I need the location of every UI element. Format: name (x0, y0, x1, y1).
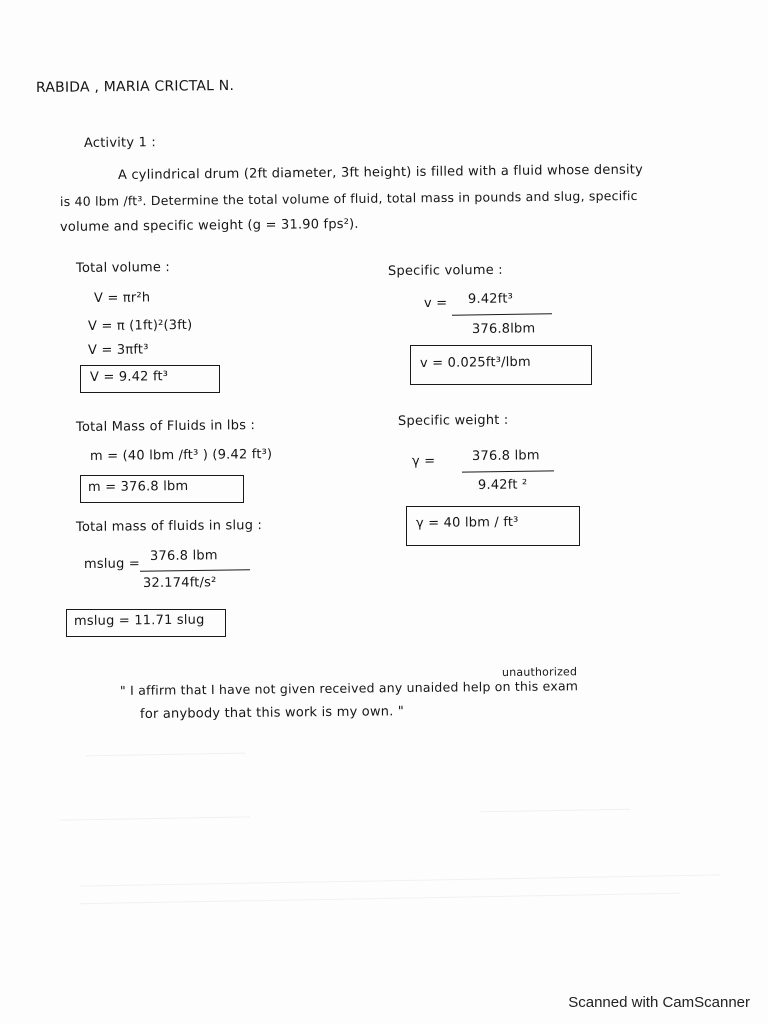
specific-weight-label: γ = (411, 453, 436, 469)
total-volume-heading: Total volume : (75, 260, 171, 276)
affirmation-line-1: " I affirm that I have not given received any unaided help on this exam (119, 678, 579, 698)
volume-simplified: V = 3πft³ (87, 342, 149, 358)
specific-volume-fraction-bar (452, 313, 552, 315)
specific-volume-answer: v = 0.025ft³/lbm (419, 354, 531, 371)
bleed-through-mark (60, 806, 250, 820)
mass-lbs-answer: m = 376.8 lbm (87, 478, 189, 495)
volume-answer: V = 9.42 ft³ (89, 369, 169, 385)
specific-volume-denominator: 376.8lbm (471, 321, 536, 337)
problem-line-1: A cylindrical drum (2ft diameter, 3ft height) is filled with a fluid whose density (117, 162, 644, 183)
activity-title: Activity 1 : (83, 135, 157, 151)
specific-weight-heading: Specific weight : (397, 412, 509, 429)
mass-slug-numerator: 376.8 lbm (149, 548, 218, 564)
specific-weight-fraction-bar (462, 470, 554, 472)
specific-weight-answer: γ = 40 lbm / ft³ (415, 514, 519, 531)
mass-slug-answer: mslug = 11.71 slug (73, 612, 205, 629)
student-name: RABIDA , MARIA CRICTAL N. (35, 77, 235, 96)
bleed-through-mark (85, 739, 245, 757)
volume-substitution: V = π (1ft)²(3ft) (87, 317, 193, 334)
mass-lbs-equation: m = (40 lbm /ft³ ) (9.42 ft³) (89, 447, 273, 464)
mass-slug-heading: Total mass of fluids in slug : (75, 518, 263, 535)
bleed-through-mark (480, 799, 630, 813)
affirmation-line-2: for anybody that this work is my own. " (139, 704, 405, 722)
specific-volume-heading: Specific volume : (387, 262, 503, 279)
specific-volume-numerator: 9.42ft³ (467, 291, 514, 307)
specific-weight-denominator: 9.42ft ² (477, 477, 528, 493)
mass-lbs-heading: Total Mass of Fluids in lbs : (75, 418, 256, 435)
problem-line-2: is 40 lbm /ft³. Determine the total volume of fluid, total mass in pounds and slug, specific (59, 187, 638, 209)
mass-slug-label: mslug = (83, 556, 141, 572)
problem-line-3: volume and specific weight (g = 31.90 fps²). (59, 216, 359, 235)
camscanner-watermark: Scanned with CamScanner (568, 994, 750, 1011)
specific-weight-numerator: 376.8 lbm (471, 448, 540, 464)
affirmation-insert: unauthorized (501, 665, 578, 679)
volume-formula: V = πr²h (93, 290, 151, 306)
mass-slug-fraction-bar (140, 569, 250, 572)
mass-slug-denominator: 32.174ft/s² (142, 575, 217, 591)
specific-volume-label: v = (423, 295, 448, 311)
bleed-through-mark (80, 883, 680, 904)
